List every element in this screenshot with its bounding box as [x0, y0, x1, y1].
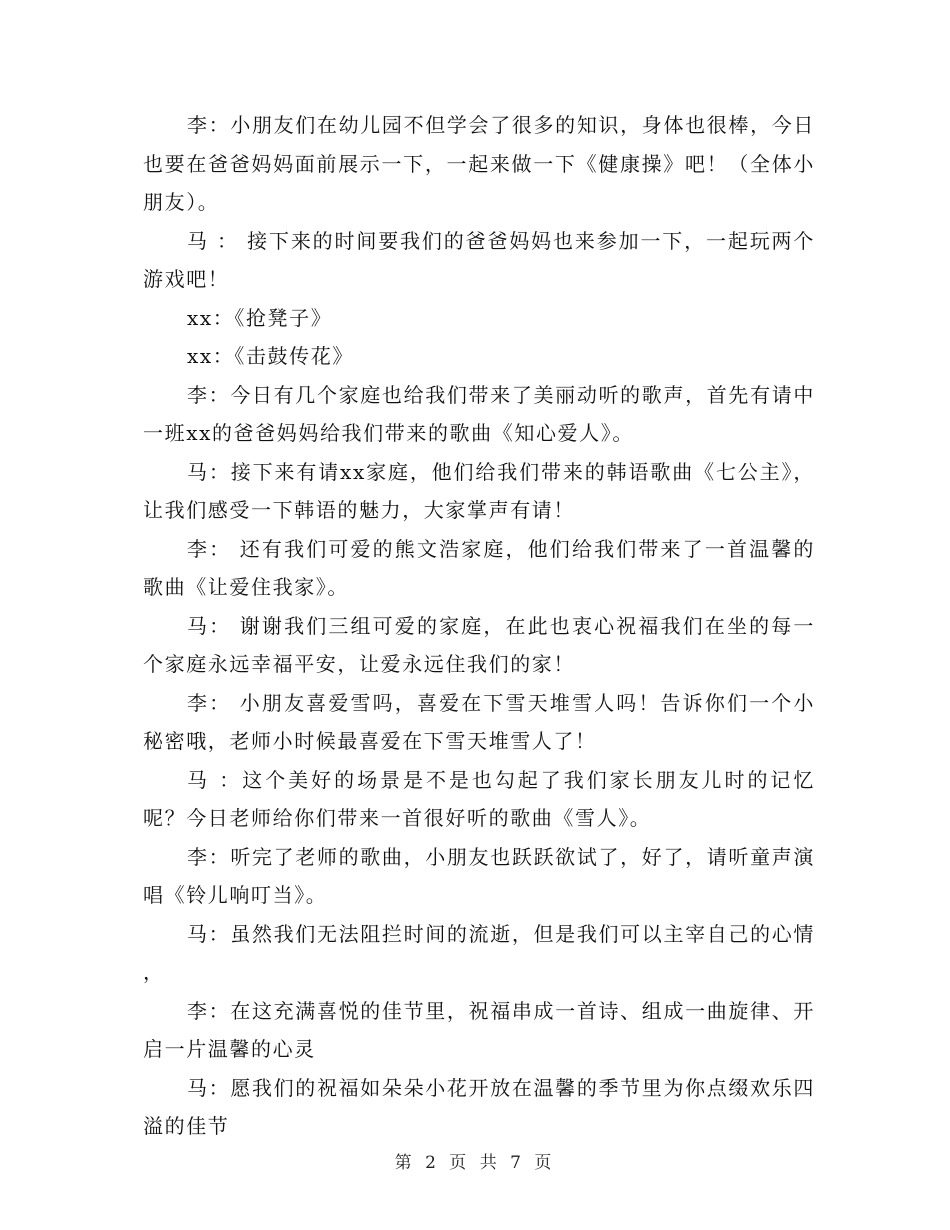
paragraph-13: 李：在这充满喜悦的佳节里，祝福串成一首诗、组成一曲旋律、开启一片温馨的心灵: [143, 998, 815, 1061]
paragraph-5: 李：今日有几个家庭也给我们带来了美丽动听的歌声，首先有请中一班xx的爸爸妈妈给我们带来的歌曲《知心爱人》。: [143, 382, 815, 445]
paragraph-14: 马：愿我们的祝福如朵朵小花开放在温馨的季节里为你点缀欢乐四溢的佳节: [143, 1075, 815, 1138]
paragraph-1: 李：小朋友们在幼儿园不但学会了很多的知识，身体也很棒，今日也要在爸爸妈妈面前展示一下，一起来做一下《健康操》吧！（全体小朋友）。: [143, 113, 815, 214]
paragraph-8: 马： 谢谢我们三组可爱的家庭，在此也衷心祝福我们在坐的每一个家庭永远幸福平安，让爱永远住我们的家！: [143, 613, 815, 676]
paragraph-7: 李： 还有我们可爱的熊文浩家庭，他们给我们带来了一首温馨的歌曲《让爱住我家》。: [143, 536, 815, 599]
paragraph-12: 马：虽然我们无法阻拦时间的流逝，但是我们可以主宰自己的心情 ，: [143, 921, 815, 984]
paragraph-11: 李：听完了老师的歌曲，小朋友也跃跃欲试了，好了，请听童声演唱《铃儿响叮当》。: [143, 844, 815, 907]
page-footer: 第 2 页 共 7 页: [394, 1153, 556, 1173]
paragraph-4: xx：《击鼓传花》: [187, 344, 354, 368]
paragraph-10: 马 ：这个美好的场景是不是也勾起了我们家长朋友儿时的记忆呢？今日老师给你们带来一首很好听的歌曲《雪人》。: [143, 767, 815, 830]
paragraph-3: xx：《抢凳子》: [187, 305, 333, 330]
paragraph-2: 马 ： 接下来的时间要我们的爸爸妈妈也来参加一下，一起玩两个游戏吧！: [143, 228, 815, 291]
page-body: [143, 106, 815, 1146]
paragraph-6: 马：接下来有请xx家庭，他们给我们带来的韩语歌曲《七公主》，让我们感受一下韩语的魅力，大家掌声有请！: [143, 459, 815, 522]
paragraph-9: 李： 小朋友喜爱雪吗，喜爱在下雪天堆雪人吗！告诉你们一个小秘密哦，老师小时候最喜爱在下雪天堆雪人了！: [143, 690, 815, 753]
